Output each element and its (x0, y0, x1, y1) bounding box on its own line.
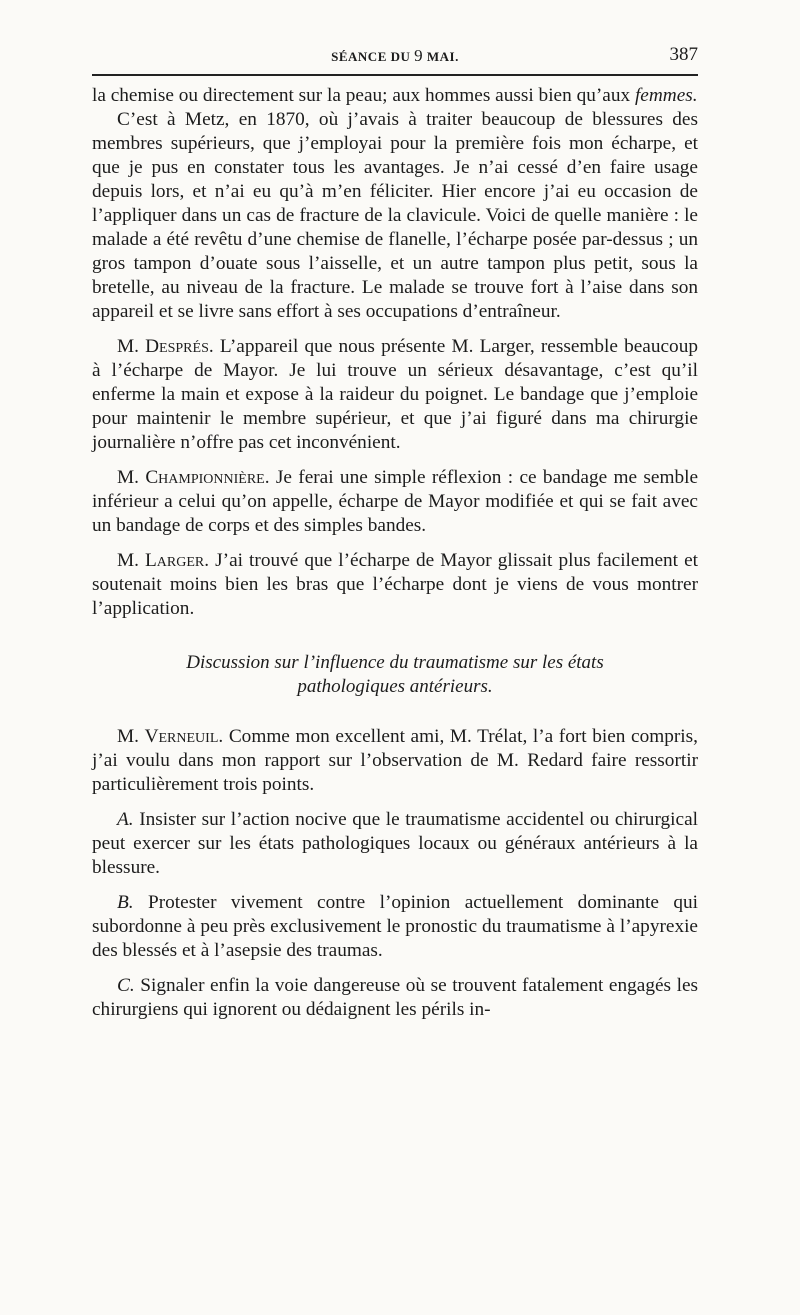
speech-text: . J’ai trouvé que l’écharpe de Mayor glissait plus facilement et soutenait moins bien les bras que l’écharpe dont je viens de vous montrer l’application. (92, 550, 698, 619)
speaker-name: Després (145, 336, 209, 357)
paragraph-metz: C’est à Metz, en 1870, où j’avais à traiter beaucoup de blessures des membres supérieurs, que j’employai pour la première fois mon écharpe, et que je pus en constater tous les avantages. Je n’ai cessé d’en faire usage depuis lors, et n’ai eu qu’à m’en féliciter. Hier encore j’ai eu occasion de l’appliquer dans un cas de fracture de la clavicule. Voici de quelle manière : le malade a été revêtu d’une chemise de flanelle, l’écharpe posée par-dessus ; un gros tampon d’ouate sous l’aisselle, et un autre tampon plus petit, sous la bretelle, au niveau de la fracture. Le malade se trouve fort à l’aise dans son appareil et se livre sans effort à ses occupations d’entraîneur. (92, 109, 698, 322)
running-title-number: 9 (414, 46, 424, 65)
page-number: 387 (669, 44, 698, 65)
speaker-prefix: M. (117, 726, 145, 747)
point-label: C. (117, 975, 135, 996)
running-head (92, 42, 698, 72)
paragraph-continuation (92, 84, 698, 108)
point-label: A. (117, 809, 134, 830)
paragraph-despres (92, 335, 698, 455)
paragraph-championniere (92, 466, 698, 538)
speaker-name: Larger (145, 550, 205, 571)
speaker-name: Verneuil (144, 726, 219, 747)
speech-text: . Je ferai une simple réflexion : ce bandage me semble inférieur a celui qu’on appelle, écharpe de Mayor modifiée et qui se fait avec un bandage de corps et des simples bandes. (92, 467, 699, 536)
point-b (92, 891, 698, 963)
body-text (92, 84, 698, 1022)
section-heading: Discussion sur l’influence du traumatisme sur les états pathologiques antérieurs. (186, 652, 604, 697)
running-title (92, 46, 698, 66)
paragraph-verneuil (92, 725, 698, 797)
running-title-part1: SÉANCE DU (331, 49, 415, 64)
paragraph-larger (92, 549, 698, 621)
point-a (92, 808, 698, 880)
paragraph-text: la chemise ou directement sur la peau; aux hommes aussi bien qu’aux (92, 85, 635, 106)
book-page (92, 42, 698, 1022)
italic-word: femmes. (634, 85, 698, 106)
point-text: Insister sur l’action nocive que le traumatisme accidentel ou chirurgical peut exercer sur les états pathologiques locaux ou généraux antérieurs à la blessure. (92, 809, 698, 878)
header-rule (92, 74, 698, 76)
speech-text: . L’appareil que nous présente M. Larger, ressemble beaucoup à l’écharpe de Mayor. Je lui trouve un sérieux désavantage, c’est qu’il enferme la main et expose à la raideur du poignet. Le bandage que j’emploie pour maintenir le membre supérieur, et que j’ai figuré dans ma chirurgie journalière n’offre pas cet inconvénient. (92, 336, 698, 453)
point-text: Signaler enfin la voie dangereuse où se trouvent fatalement engagés les chirurgiens qui ignorent ou dédaignent les périls in- (92, 975, 698, 1020)
speech-text: . Comme mon excellent ami, M. Trélat, l’a fort bien compris, j’ai voulu dans mon rapport sur l’observation de M. Redard faire ressortir particulièrement trois points. (92, 726, 698, 795)
speaker-prefix: M. (117, 467, 146, 488)
point-c (92, 974, 698, 1022)
speaker-prefix: M. (117, 336, 146, 357)
point-text: Protester vivement contre l’opinion actuellement dominante qui subordonne à peu près exclusivement le pronostic du traumatisme à l’apyrexie des blessés et à l’asepsie des traumas. (92, 892, 698, 961)
running-title-part2: MAI. (423, 49, 459, 64)
speaker-name: Championnière (145, 467, 265, 488)
point-label: B. (117, 892, 134, 913)
speaker-prefix: M. (117, 550, 146, 571)
